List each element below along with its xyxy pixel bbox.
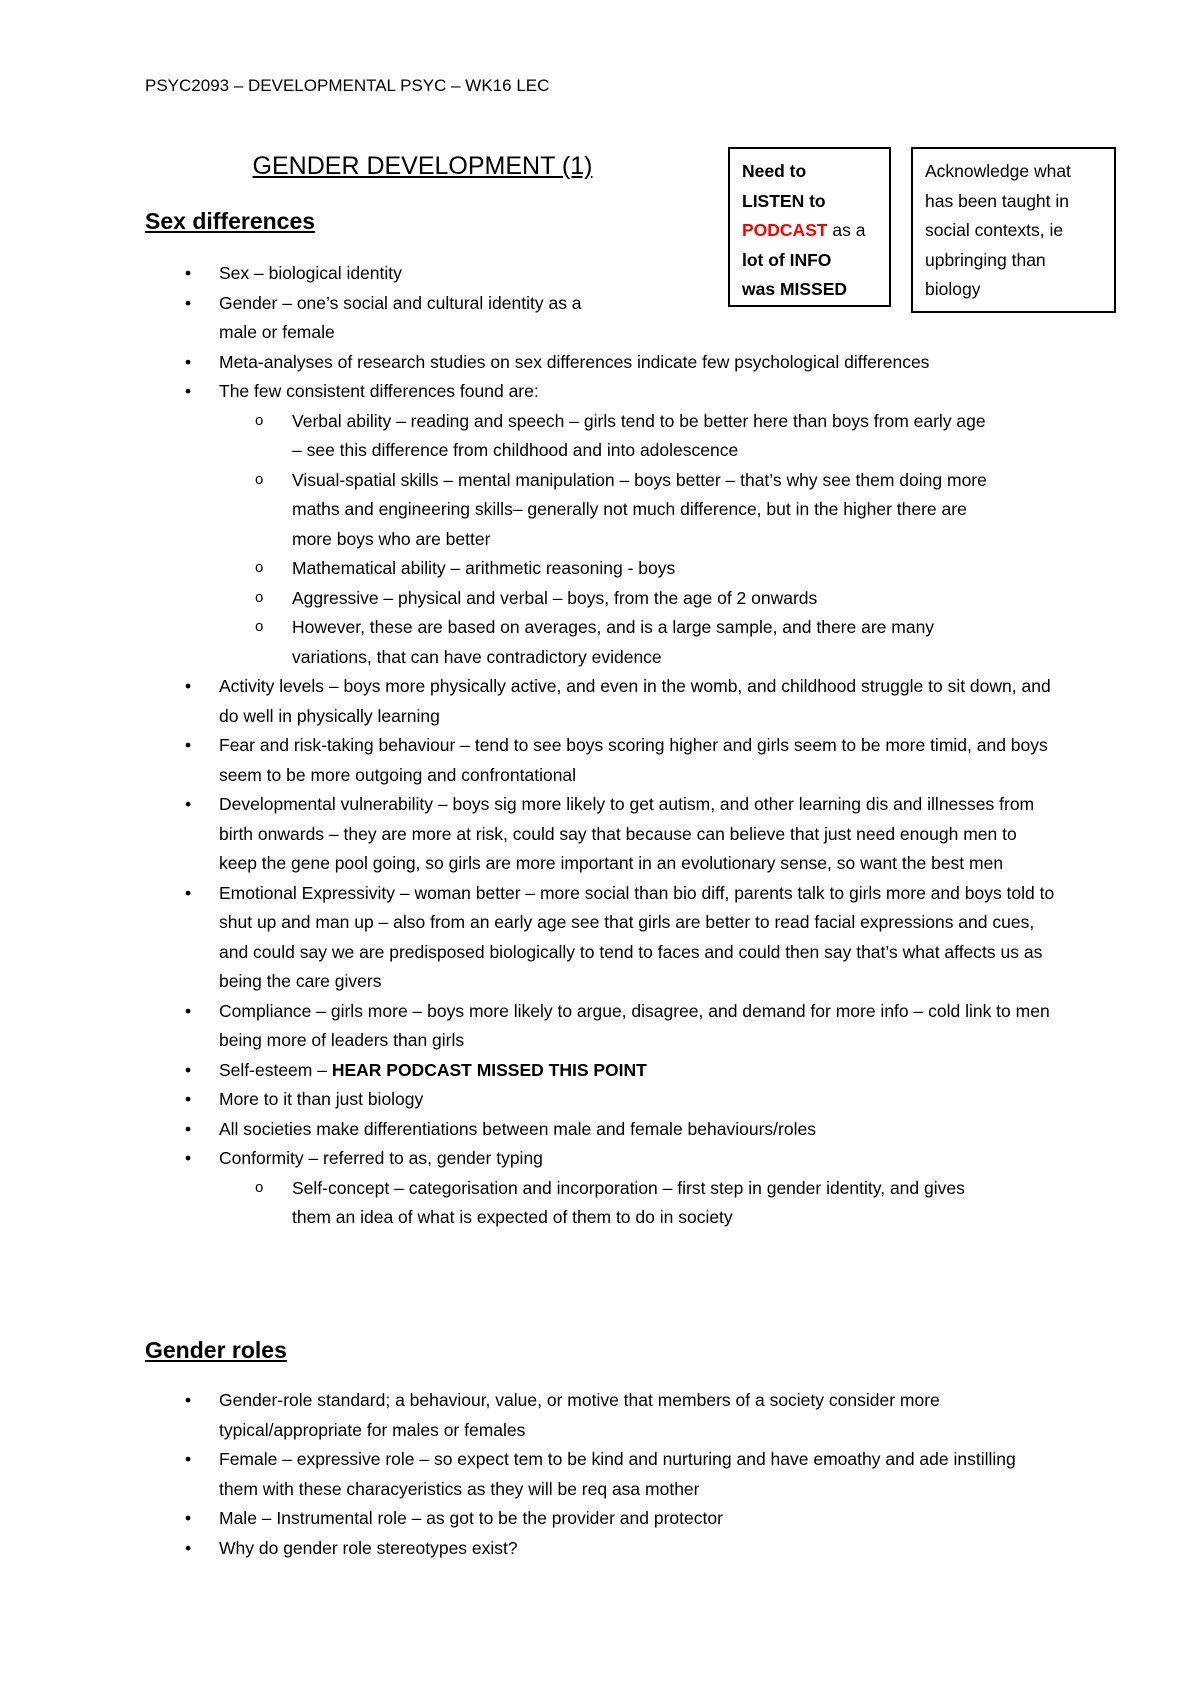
list-item: • All societies make differentiations between male and female behaviours/roles — [145, 1115, 1065, 1145]
gender-roles-list — [145, 1386, 1025, 1563]
note-line: was MISSED — [742, 279, 848, 299]
section-heading-sex-differences: Sex differences — [145, 208, 316, 234]
list-item: • Emotional Expressivity – woman better – more social than bio diff, parents talk to girls more and boys told to shut up and man up – also from an early age see that girls are better to read facial expressions and cues, and could say we are predisposed biologically to tend to faces and could then say that’s what affects us as being the care givers — [145, 879, 1059, 997]
sub-list-item: o Mathematical ability – arithmetic reasoning - boys — [219, 554, 999, 584]
section-heading-gender-roles: Gender roles — [145, 1337, 287, 1363]
sub-list — [219, 1174, 999, 1233]
list-item-text: Self-esteem – — [219, 1059, 332, 1080]
document-title: GENDER DEVELOPMENT (1) — [252, 152, 593, 180]
sub-list — [219, 407, 999, 673]
podcast-highlight: PODCAST — [742, 220, 828, 240]
sub-list-item: o However, these are based on averages, and is a large sample, and there are many variations, that can have contradictory evidence — [219, 613, 999, 672]
note-text: Acknowledge what has been taught in social contexts, ie upbringing than biology — [925, 161, 1071, 299]
list-item: • Male – Instrumental role – as got to be the provider and protector — [145, 1504, 1025, 1534]
list-item: • More to it than just biology — [145, 1085, 1065, 1115]
note-line: Need to — [742, 161, 807, 181]
list-item-text: The few consistent differences found are: — [219, 381, 539, 401]
sex-differences-list — [145, 259, 1065, 1233]
list-item-text: Conformity – referred to as, gender typing — [219, 1148, 543, 1168]
sub-list-item: o Visual-spatial skills – mental manipulation – boys better – that’s why see them doing more maths and engineering skills– generally not much difference, but in the higher there are more boys who are better — [219, 466, 999, 555]
note-line — [742, 216, 877, 246]
list-item: • Gender-role standard; a behaviour, value, or motive that members of a society consider more typical/appropriate for males or females — [145, 1386, 1025, 1445]
list-item: • Fear and risk-taking behaviour – tend to see boys scoring higher and girls seem to be more timid, and boys seem to be more outgoing and confrontational — [145, 731, 1059, 790]
list-item: • Sex – biological identity — [145, 259, 1065, 289]
list-item: • Developmental vulnerability – boys sig more likely to get autism, and other learning dis and illnesses from birth onwards – they are more at risk, could say that because can believe that just need enough men to keep the gene pool going, so girls are more important in an evolutionary sense, so want the best men — [145, 790, 1059, 879]
sub-list-item: o Self-concept – categorisation and incorporation – first step in gender identity, and gives them an idea of what is expected of them to do in society — [219, 1174, 999, 1233]
document-header: PSYC2093 – DEVELOPMENTAL PSYC – WK16 LEC — [145, 76, 550, 95]
note-text: as a — [827, 220, 866, 240]
list-item — [145, 1056, 1065, 1086]
list-item — [145, 1144, 1065, 1233]
sub-list-item: o Aggressive – physical and verbal – boys, from the age of 2 onwards — [219, 584, 999, 614]
list-item: • Compliance – girls more – boys more likely to argue, disagree, and demand for more info – cold link to men being more of leaders than girls — [145, 997, 1059, 1056]
list-item: • Female – expressive role – so expect tem to be kind and nurturing and have emoathy and ade instilling them with these characyeristics as they will be req asa mother — [145, 1445, 1025, 1504]
note-line: lot of INFO — [742, 249, 832, 270]
note-line: LISTEN to — [742, 190, 826, 211]
list-item: • Activity levels – boys more physically active, and even in the womb, and childhood struggle to sit down, and do well in physically learning — [145, 672, 1059, 731]
sub-list-item: o Verbal ability – reading and speech – girls tend to be better here than boys from early age – see this difference from childhood and into adolescence — [219, 407, 999, 466]
list-item: • Gender – one’s social and cultural identity as a male or female — [145, 289, 619, 348]
podcast-missed-note: HEAR PODCAST MISSED THIS POINT — [331, 1059, 647, 1080]
list-item — [145, 377, 1065, 672]
list-item: • Meta-analyses of research studies on sex differences indicate few psychological differences — [145, 348, 1065, 378]
list-item: • Why do gender role stereotypes exist? — [145, 1534, 1025, 1564]
